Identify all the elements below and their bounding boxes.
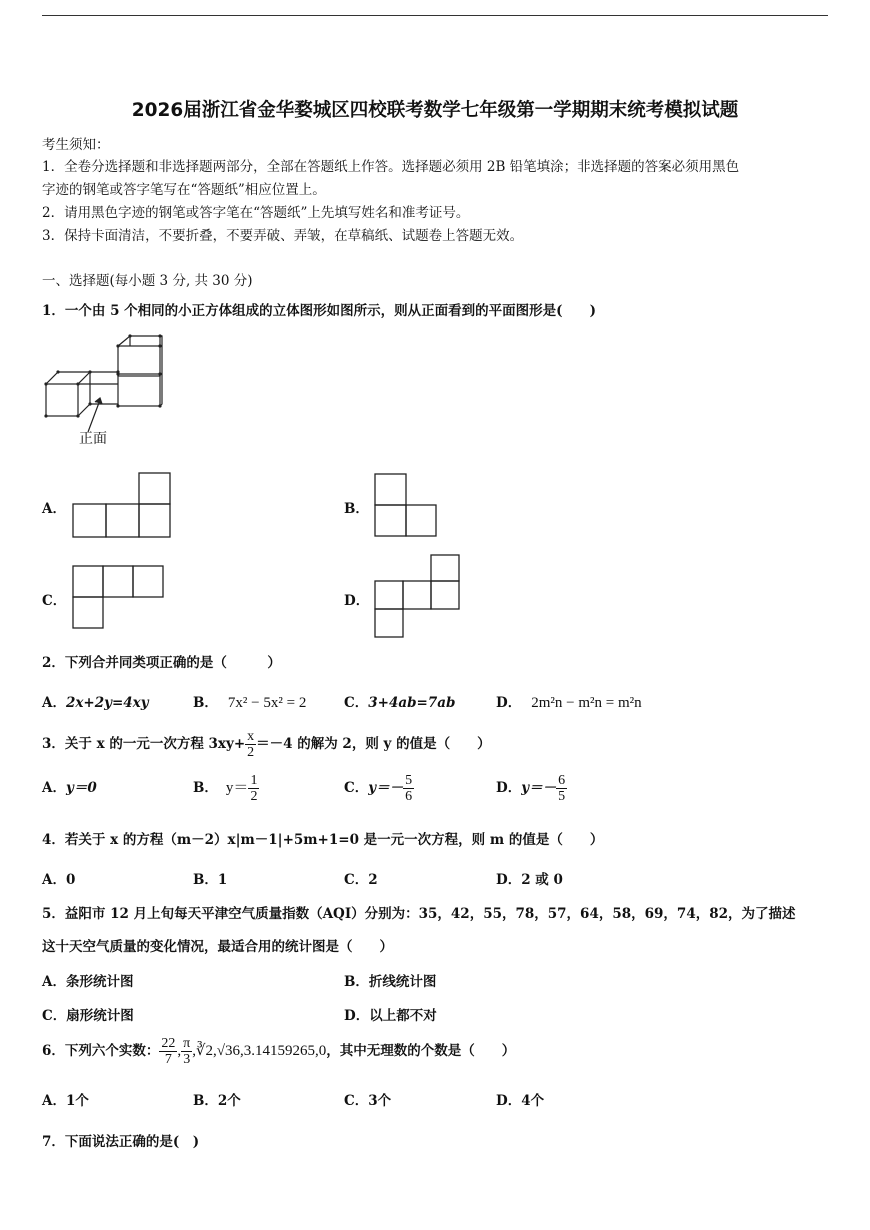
q3-stem [42,726,491,762]
q2-b-label: B． [193,695,218,711]
q2-d-text: 2m²n − m²n = m²n [531,695,642,711]
q6-option-c[interactable]: C．3个 [344,1093,392,1109]
q1-option-d-figure[interactable] [372,552,464,642]
q6-stem-part-a: 6．下列六个实数： [42,1043,160,1059]
q5-option-a[interactable]: A．条形统计图 [42,974,134,990]
q3-b-denominator: 2 [250,789,258,804]
q3-d-denominator: 5 [558,789,566,804]
q2-option-c[interactable] [344,691,455,711]
q5-stem-line-2: 这十天空气质量的变化情况，最适合用的统计图是（ ） [42,939,393,955]
q1-option-c-figure[interactable] [70,563,166,631]
q1-option-a-figure[interactable] [70,470,174,540]
notice-line-1b: 字迹的钢笔或答字笔写在“答题纸”相应位置上。 [42,182,326,198]
q3-c-label: C． [344,780,369,796]
notice-heading: 考生须知： [42,137,110,153]
q3-frac-denominator: 2 [247,745,255,760]
q2-option-b[interactable] [193,691,306,712]
q2-c-label: C． [344,695,369,711]
q2-a-label: A． [42,695,66,711]
q3-c-denominator: 6 [405,789,413,804]
q2-d-label: D． [496,695,522,711]
q6-frac2-numerator: π [183,1036,191,1051]
q2-stem: 2．下列合并同类项正确的是（ ） [42,655,281,671]
q3-option-b[interactable] [193,770,259,806]
q1-option-d-label: D． [344,593,370,609]
q3-b-prefix: y＝ [225,780,249,796]
q2-c-text: 3+4ab=7ab [368,695,456,711]
q2-option-a[interactable] [42,691,149,711]
q5-stem-line-1: 5．益阳市 12 月上旬每天平津空气质量指数（AQI）分别为：35，42，55，78，57，64，58，69，74，82，为了描述 [42,906,796,922]
q3-d-label: D． [496,780,522,796]
front-view-label: 正面 [79,431,107,447]
q2-a-text: 2x+2y=4xy [65,695,149,711]
q1-option-a-label: A． [42,501,66,517]
q6-option-d[interactable]: D．4个 [496,1093,545,1109]
q3-d-prefix: y＝－ [521,780,557,796]
q6-frac2-denominator: 3 [183,1052,191,1067]
q4-option-d[interactable]: D．2 或 0 [496,872,563,888]
notice-line-3: 3．保持卡面清洁，不要折叠，不要弄破、弄皱，在草稿纸、试题卷上答题无效。 [42,228,524,244]
q3-option-c[interactable] [344,770,414,806]
q1-option-b-figure[interactable] [372,471,440,539]
q6-frac1-denominator: 7 [164,1052,172,1067]
q3-frac-numerator: x [247,729,255,744]
q5-option-d[interactable]: D．以上都不对 [344,1008,437,1024]
q3-a-label: A． [42,780,66,796]
section-heading: 一、选择题(每小题 3 分, 共 30 分) [42,273,253,289]
q3-b-label: B． [193,780,218,796]
q6-stem-part-b: ，其中无理数的个数是（ ） [326,1043,516,1059]
q2-option-d[interactable] [496,691,642,712]
page-title: 2026届浙江省金华婺城区四校联考数学七年级第一学期期末统考模拟试题 [131,100,739,121]
q5-option-b[interactable]: B．折线统计图 [344,974,437,990]
q6-option-a[interactable]: A．1个 [42,1093,89,1109]
q3-stem-part-a: 3．关于 x 的一元一次方程 3xy+ [42,736,246,752]
q3-c-prefix: y＝－ [368,780,404,796]
q3-option-d[interactable] [496,770,567,806]
notice-line-2: 2．请用黑色字迹的钢笔或答字笔在“答题纸”上先填写姓名和准考证号。 [42,205,470,221]
q5-option-c[interactable]: C．扇形统计图 [42,1008,134,1024]
q4-option-c[interactable]: C．2 [344,872,378,888]
q3-d-numerator: 6 [558,773,566,788]
q1-3d-figure [40,332,175,450]
q3-option-a[interactable] [42,770,97,806]
top-rule [42,15,828,16]
q2-b-text: 7x² − 5x² = 2 [227,695,307,711]
q1-option-c-label: C． [42,593,67,609]
q6-stem: 6．下列六个实数： $\frac{22}{7}$ , $\frac{\pi}{3}$ ,∛2,√36,3.14159265,0，其中无理数的个数是（ ） [42,1036,516,1067]
q3-stem-fraction [245,729,256,760]
q6-numbers: ,∛2,√36,3.14159265,0 [192,1043,327,1059]
q1-stem: 1．一个由 5 个相同的小正方体组成的立体图形如图所示，则从正面看到的平面图形是( ) [42,303,596,319]
q4-option-b[interactable]: B．1 [193,872,228,888]
q4-stem: 4．若关于 x 的方程（m－2）x|m－1|+5m+1=0 是一元一次方程，则 m 的值是（ ） [42,832,604,848]
q3-stem-part-b: ＝－4 的解为 2，则 y 的值是（ ） [256,736,491,752]
q3-b-numerator: 1 [250,773,258,788]
q3-a-text: y＝0 [65,780,97,796]
q3-c-numerator: 5 [405,773,413,788]
q4-option-a[interactable]: A．0 [42,872,76,888]
notice-line-1a: 1．全卷分选择题和非选择题两部分，全部在答题纸上作答。选择题必须用 2B 铅笔填涂；非选择题的答案必须用黑色 [42,159,740,175]
q7-stem: 7．下面说法正确的是( ) [42,1134,200,1150]
q6-option-b[interactable]: B．2个 [193,1093,241,1109]
q1-option-b-label: B． [344,501,369,517]
q6-frac1-numerator: 22 [161,1036,176,1051]
